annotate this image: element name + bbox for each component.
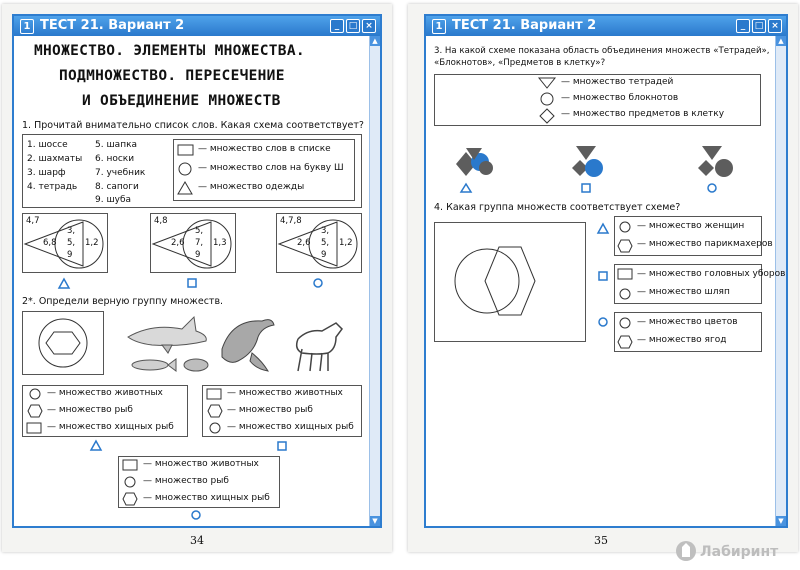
q2-opt3-line1: — множество животных (143, 459, 259, 469)
test-number-icon: 1 (20, 19, 34, 34)
q3-figure-2 (572, 146, 603, 177)
scheme-3[interactable] (276, 213, 362, 273)
word-9: 9. шуба (95, 195, 132, 205)
scheme-2-mid-2: 7, (195, 238, 204, 248)
right-page-number: 35 (594, 534, 608, 547)
right-test-window (424, 14, 788, 528)
answer-circle-icon (192, 511, 200, 519)
maximize-icon[interactable]: □ (752, 19, 766, 33)
left-page (2, 4, 392, 552)
scheme-3-left: 2,6 (297, 238, 311, 248)
word-4: 4. тетрадь (27, 182, 78, 192)
answer-square-icon (599, 272, 607, 280)
right-titlebar (426, 16, 786, 36)
q4-opt2-line2: — множество шляп (637, 287, 730, 297)
labirint-watermark (674, 538, 792, 564)
answer-triangle-icon (598, 224, 608, 233)
q4-opt2-line1: — множество головных уборов (637, 269, 786, 279)
question-4-text: 4. Какая группа множеств соответствует схеме? (434, 202, 681, 213)
q4-option-3[interactable] (614, 312, 762, 352)
q4-diagram-drawing (435, 223, 585, 341)
word-3: 3. шарф (27, 168, 66, 178)
answer-circle-icon (708, 184, 716, 192)
left-test-window (12, 14, 382, 528)
q2-opt3-line3: — множество хищных рыб (143, 493, 270, 503)
left-window-title: ТЕСТ 21. Вариант 2 (40, 18, 185, 33)
scheme-3-mid-2: 5, (321, 238, 330, 248)
q2-opt2-line2: — множество рыб (227, 405, 313, 415)
q2-figure (22, 311, 104, 375)
scroll-down-icon[interactable]: ▼ (776, 516, 786, 526)
left-titlebar (14, 16, 380, 36)
scroll-up-icon[interactable]: ▲ (776, 36, 786, 46)
svg-text:Лабиринт: Лабиринт (700, 544, 779, 560)
q2-opt2-line1: — множество животных (227, 388, 343, 398)
minimize-icon[interactable]: _ (736, 19, 750, 33)
window-controls (736, 19, 782, 33)
scheme-1-right: 1,2 (85, 238, 99, 248)
answer-circle-icon (599, 318, 607, 326)
q3-answer-figures (426, 134, 766, 194)
q4-opt3-line1: — множество цветов (637, 317, 738, 327)
q2-figure-drawing (23, 312, 103, 374)
right-page (408, 4, 798, 552)
scheme-2-right: 1,3 (213, 238, 227, 248)
word-8: 8. сапоги (95, 182, 139, 192)
scheme-1-left: 6,8 (43, 238, 57, 248)
scheme-3-right: 1,2 (339, 238, 353, 248)
scheme-1-mid-3: 9 (67, 250, 73, 260)
dolphin-picture (222, 320, 274, 371)
word-2: 2. шахматы (27, 154, 83, 164)
q4-opt1-line1: — множество женщин (637, 221, 745, 231)
right-window-title: ТЕСТ 21. Вариант 2 (452, 18, 597, 33)
window-controls (330, 19, 376, 33)
heading-line-1: МНОЖЕСТВО. ЭЛЕМЕНТЫ МНОЖЕСТВА. (34, 43, 305, 59)
q2-opt1-line1: — множество животных (47, 388, 163, 398)
scheme-1[interactable] (22, 213, 108, 273)
scheme-2-mid-1: 5, (195, 226, 204, 236)
maximize-icon[interactable]: □ (346, 19, 360, 33)
q2-opt1-line3: — множество хищных рыб (47, 422, 174, 432)
q1-answer-marks (14, 276, 380, 296)
answer-circle-icon (314, 279, 322, 287)
q2-opt1-line2: — множество рыб (47, 405, 133, 415)
animal-illustrations (122, 309, 362, 379)
q2-option-2[interactable] (202, 385, 362, 437)
close-icon[interactable]: × (768, 19, 782, 33)
q3-legend-pads: — множество блокнотов (561, 93, 679, 103)
legend-words-list: — множество слов в списке (198, 144, 331, 154)
scheme-1-mid-1: 3, (67, 226, 76, 236)
q4-option-1[interactable] (614, 216, 773, 256)
q3-legend-box (434, 74, 761, 126)
word-1: 1. шоссе (27, 140, 68, 150)
legend-words-sh: — множество слов на букву Ш (198, 163, 344, 173)
answer-triangle-icon (59, 279, 69, 288)
minimize-icon[interactable]: _ (330, 19, 344, 33)
close-icon[interactable]: × (362, 19, 376, 33)
scheme-1-mid-2: 5, (67, 238, 76, 248)
q4-opt3-line2: — множество ягод (637, 335, 727, 345)
q2-opt2-line3: — множество хищных рыб (227, 422, 354, 432)
scheme-3-mid-1: 3, (321, 226, 330, 236)
scheme-3-mid-3: 9 (321, 250, 327, 260)
scroll-down-icon[interactable]: ▼ (370, 516, 380, 526)
q3-figure-3 (698, 146, 733, 177)
word-7: 7. учебник (95, 168, 146, 178)
question-3-text-line1: 3. На какой схеме показана область объединения множеств «Тетрадей», (434, 46, 770, 56)
q2-option-1[interactable] (22, 385, 188, 437)
q4-opt1-line2: — множество парикмахеров (637, 239, 773, 249)
q3-legend-checked: — множество предметов в клетку (561, 109, 725, 119)
q2-opt3-line2: — множество рыб (143, 476, 229, 486)
question-3-text-line2: «Блокнотов», «Предметов в клетку»? (434, 58, 606, 68)
answer-triangle-icon (91, 441, 101, 450)
q1-legend-box (173, 139, 355, 201)
question-2-text: 2*. Определи верную группу множеств. (22, 296, 224, 307)
scheme-2-mid-3: 9 (195, 250, 201, 260)
labirint-logo-icon (674, 538, 792, 564)
answer-square-icon (188, 279, 196, 287)
word-6: 6. носки (95, 154, 135, 164)
scheme-1-outer: 4,7 (26, 216, 40, 226)
left-page-number: 34 (190, 534, 204, 547)
legend-clothes: — множество одежды (198, 182, 305, 192)
test-number-icon: 1 (432, 19, 446, 34)
answer-triangle-icon (461, 184, 471, 192)
scheme-2-outer: 4,8 (154, 216, 168, 226)
scroll-up-icon[interactable]: ▲ (370, 36, 380, 46)
q3-legend-notebooks: — множество тетрадей (561, 77, 674, 87)
horse-picture (297, 323, 342, 371)
q2-answer-marks-top (14, 439, 380, 453)
scheme-2-left: 2,6 (171, 238, 185, 248)
shark-picture (128, 317, 206, 353)
q4-option-2[interactable] (614, 264, 786, 304)
question-1-text: 1. Прочитай внимательно список слов. Какая схема соответствует? (22, 120, 364, 131)
q3-figure-1 (456, 148, 493, 176)
word-list-box (22, 134, 362, 208)
heading-line-3: И ОБЪЕДИНЕНИЕ МНОЖЕСТВ (82, 93, 281, 109)
q2-answer-mark-bottom (14, 509, 380, 521)
word-5: 5. шапка (95, 140, 138, 150)
heading-line-2: ПОДМНОЖЕСТВО. ПЕРЕСЕЧЕНИЕ (59, 68, 285, 84)
q2-option-3[interactable] (118, 456, 280, 508)
q4-diagram (434, 222, 586, 342)
fish-picture (132, 359, 208, 371)
scheme-2[interactable] (150, 213, 236, 273)
answer-square-icon (278, 442, 286, 450)
answer-square-icon (582, 184, 590, 192)
right-scrollbar[interactable] (775, 36, 786, 526)
scheme-3-outer: 4,7,8 (280, 216, 302, 226)
